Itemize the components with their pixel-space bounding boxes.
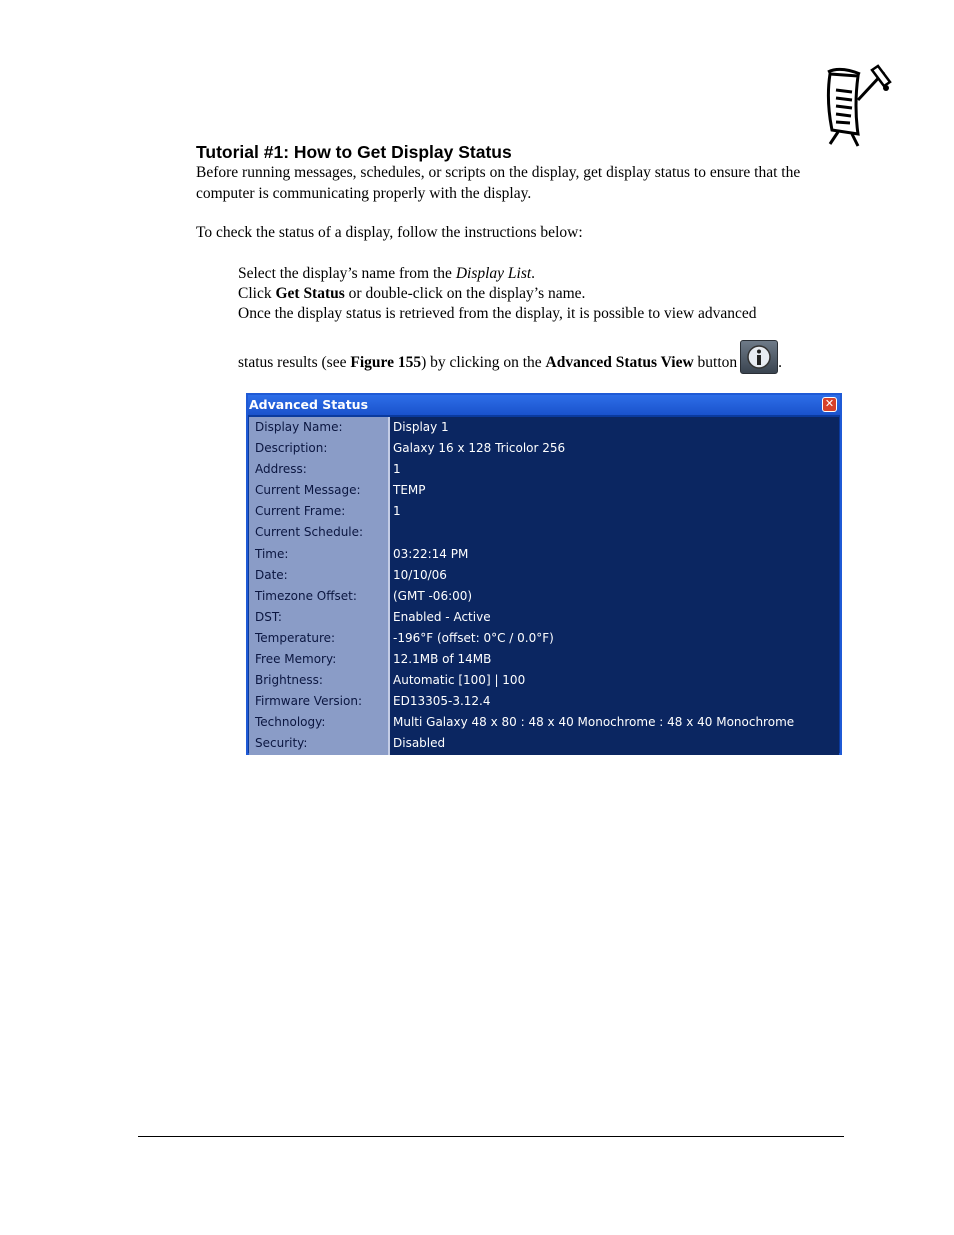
status-label: Technology: (249, 712, 390, 733)
status-value: 12.1MB of 14MB (390, 649, 839, 670)
status-row (249, 607, 839, 628)
status-label: Time: (249, 544, 390, 565)
intro-paragraph: Before running messages, schedules, or scripts on the display, get display status to ensure that the computer is communicating properly with the display. (196, 164, 801, 202)
step-select-display: Select the display’s name from the Display List. (238, 265, 536, 282)
status-row (249, 649, 839, 670)
status-row (249, 417, 839, 438)
status-value: Galaxy 16 x 128 Tricolor 256 (390, 438, 839, 459)
status-value: ED13305-3.12.4 (390, 691, 839, 712)
status-value: Display 1 (390, 417, 839, 438)
status-row (249, 733, 839, 754)
footer-divider (138, 1136, 844, 1137)
status-value: TEMP (390, 480, 839, 501)
status-row (249, 712, 839, 733)
status-label: Current Schedule: (249, 522, 390, 543)
status-row (249, 544, 839, 565)
dialog-titlebar[interactable] (248, 395, 840, 415)
status-label: Date: (249, 565, 390, 586)
status-value: (GMT -06:00) (390, 586, 839, 607)
dialog-title: Advanced Status (249, 397, 369, 412)
status-label: DST: (249, 607, 390, 628)
status-row (249, 691, 839, 712)
status-row (249, 565, 839, 586)
status-label: Security: (249, 733, 390, 754)
status-value: 03:22:14 PM (390, 544, 839, 565)
status-label: Temperature: (249, 628, 390, 649)
close-button[interactable] (822, 397, 837, 412)
tutorial-title: Tutorial #1: How to Get Display Status (196, 142, 512, 162)
status-label: Address: (249, 459, 390, 480)
status-row (249, 586, 839, 607)
status-value: Enabled - Active (390, 607, 839, 628)
status-value: Automatic [100] | 100 (390, 670, 839, 691)
status-row (249, 522, 839, 543)
status-value: 10/10/06 (390, 565, 839, 586)
status-value: Multi Galaxy 48 x 80 : 48 x 40 Monochrome : 48 x 40 Monochrome (390, 712, 839, 733)
close-icon: ✕ (824, 397, 835, 410)
step-get-status: Click Get Status or double-click on the display’s name. (238, 285, 586, 302)
status-row (249, 501, 839, 522)
status-label: Free Memory: (249, 649, 390, 670)
status-value (390, 522, 839, 543)
status-table (249, 417, 839, 755)
status-label: Brightness: (249, 670, 390, 691)
status-value: 1 (390, 501, 839, 522)
status-row (249, 438, 839, 459)
status-label: Current Message: (249, 480, 390, 501)
status-row (249, 628, 839, 649)
status-label: Timezone Offset: (249, 586, 390, 607)
status-label: Display Name: (249, 417, 390, 438)
status-label: Description: (249, 438, 390, 459)
status-value: Disabled (390, 733, 839, 754)
status-row (249, 670, 839, 691)
status-row (249, 459, 839, 480)
advanced-status-view-button[interactable] (740, 340, 778, 374)
status-value: -196°F (offset: 0°C / 0.0°F) (390, 628, 839, 649)
instructions-lead: To check the status of a display, follow the instructions below: (196, 224, 583, 241)
status-label: Current Frame: (249, 501, 390, 522)
status-value: 1 (390, 459, 839, 480)
status-row (249, 480, 839, 501)
status-label: Firmware Version: (249, 691, 390, 712)
step-view-advanced-line1: Once the display status is retrieved from the display, it is possible to view advanced (238, 305, 757, 322)
info-icon (746, 344, 772, 370)
advanced-status-dialog (246, 393, 842, 755)
step-view-advanced-line2: status results (see Figure 155) by clicking on the Advanced Status View button . (238, 340, 782, 374)
tutorial-scroll-icon (818, 60, 894, 148)
